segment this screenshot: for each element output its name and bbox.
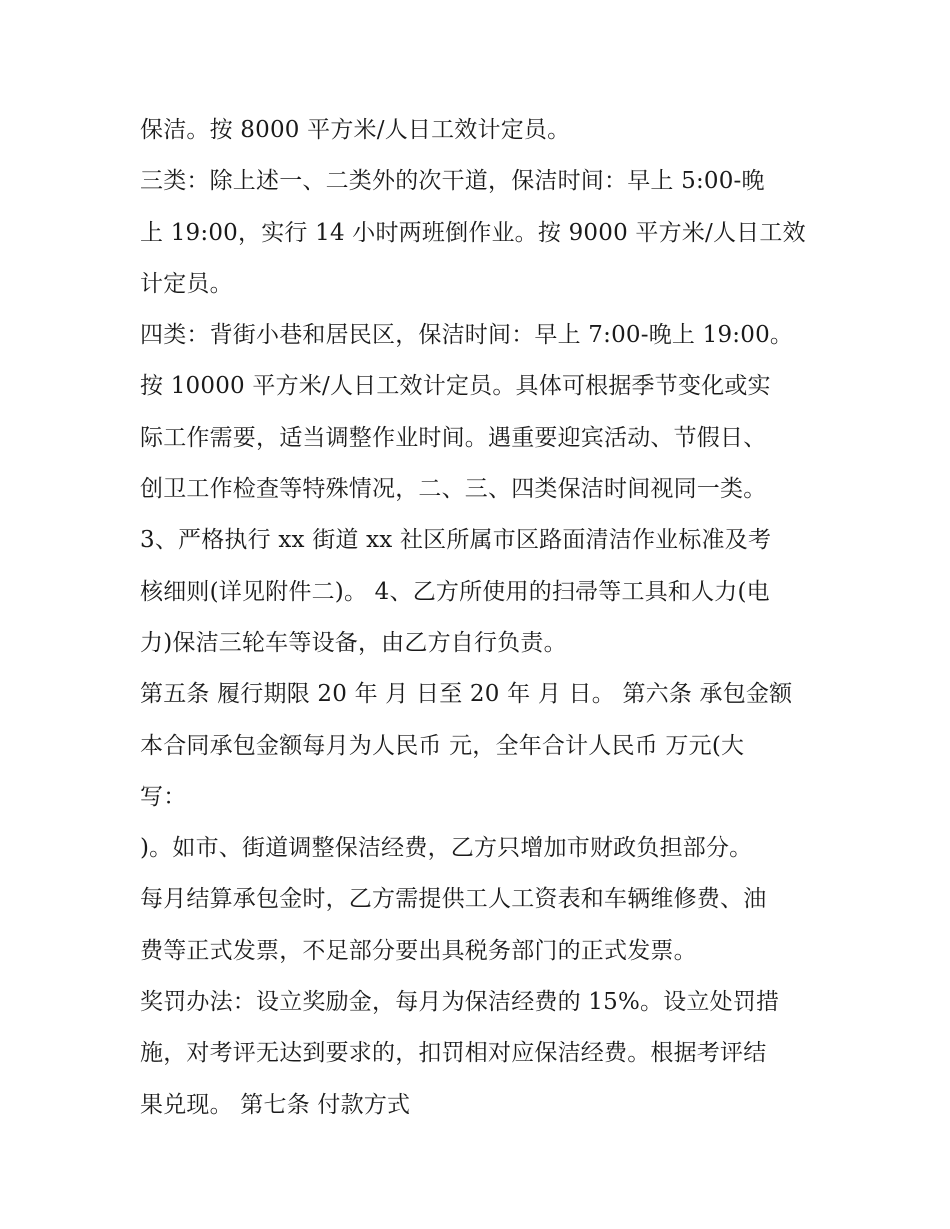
- contract-text-block: [140, 105, 820, 1131]
- text-line: 第五条 履行期限 20 年 月 日至 20 年 月 日。 第六条 承包金额: [140, 681, 793, 708]
- text-line: 力)保洁三轮车等设备，由乙方自行负责。: [140, 629, 567, 656]
- text-line: 核细则(详见附件二)。 4、乙方所使用的扫帚等工具和人力(电: [140, 578, 770, 605]
- text-line: 本合同承包金额每月为人民币 元，全年合计人民币 万元(大: [140, 732, 745, 759]
- text-line: 费等正式发票，不足部分要出具税务部门的正式发票。: [140, 937, 697, 964]
- text-line: 际工作需要，适当调整作业时间。遇重要迎宾活动、节假日、: [140, 424, 767, 451]
- text-line: 按 10000 平方米/人日工效计定员。具体可根据季节变化或实: [140, 373, 771, 400]
- text-line: 四类：背街小巷和居民区，保洁时间：早上 7:00-晚上 19:00。: [140, 322, 794, 349]
- text-line: 上 19:00，实行 14 小时两班倒作业。按 9000 平方米/人日工效: [140, 219, 806, 246]
- text-line: 三类：除上述一、二类外的次干道，保洁时间：早上 5:00-晚: [140, 168, 765, 195]
- text-line: 果兑现。 第七条 付款方式: [140, 1091, 411, 1118]
- text-line: 奖罚办法：设立奖励金，每月为保洁经费的 15%。设立处罚措: [140, 989, 780, 1016]
- text-line: )。如市、街道调整保洁经费，乙方只增加市财政负担部分。: [140, 835, 753, 862]
- text-line: 写：: [140, 783, 187, 810]
- text-line: 保洁。按 8000 平方米/人日工效计定员。: [140, 117, 571, 143]
- text-line: 每月结算承包金时，乙方需提供工人工资表和车辆维修费、油: [140, 886, 767, 913]
- text-line: 施，对考评无达到要求的，扣罚相对应保洁经费。根据考评结: [140, 1040, 767, 1067]
- text-line: 3、严格执行 xx 街道 xx 社区所属市区路面清洁作业标准及考: [140, 527, 772, 554]
- text-line: 创卫工作检查等特殊情况，二、三、四类保洁时间视同一类。: [140, 476, 767, 503]
- text-line: 计定员。: [140, 270, 233, 297]
